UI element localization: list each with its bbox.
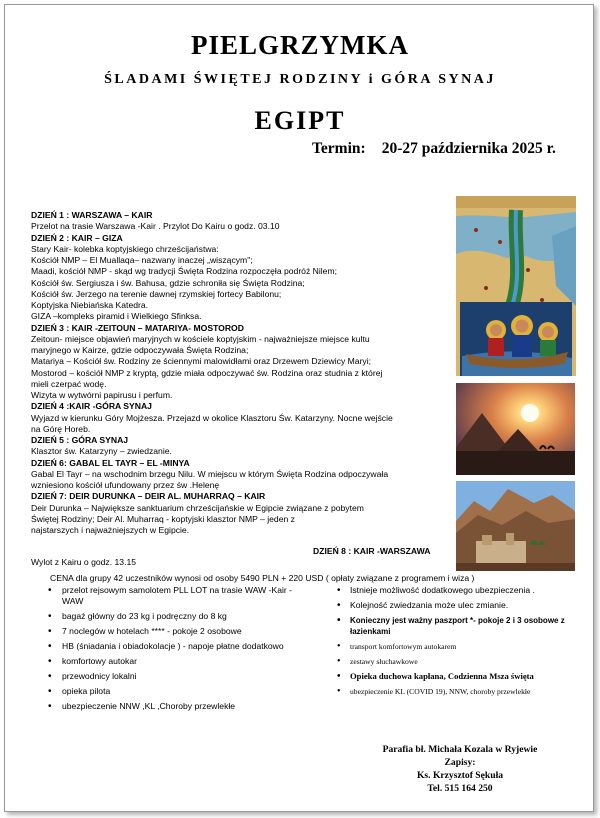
itinerary-line: Kościół NMP – El Muallaqa– nazwany inaczej „wiszącym"; — [31, 255, 253, 265]
included-list — [46, 585, 296, 716]
itinerary-line: Świętej Rodziny; Deir Al. Muharraq - koptyjski klasztor NMP – jeden z — [31, 513, 295, 524]
day-heading: DZIEŃ 3 : KAIR -ZEITOUN – MATARIYA- MOSTOROD — [31, 322, 244, 333]
notes-list — [336, 585, 576, 701]
day-heading: DZIEŃ 2 : KAIR – GIZA — [31, 232, 123, 243]
day-heading: DZIEŃ 7: DEIR DURUNKA – DEIR AL. MUHARRAQ – KAIR — [31, 491, 266, 502]
included-item: • przelot rejsowym samolotem PLL LOT na trasie WAW -Kair -WAW — [46, 585, 296, 608]
included-item: • bagaż główny do 23 kg i podręczny do 8 kg — [46, 611, 296, 622]
note-item: • zestawy słuchawkowe — [336, 656, 576, 667]
contact-block — [340, 743, 580, 795]
itinerary-line: Gabal El Tayr – na wschodnim brzegu Nilu. W miejscu w którym Święta Rodzina odpoczywała — [31, 468, 389, 479]
itinerary-line: Wizyta w wytwórni papirusu i perfum. — [31, 390, 173, 400]
included-item: • HB (śniadania i obiadokolacje ) - napoje płatne dodatkowo — [46, 641, 296, 652]
itinerary-line: Mostorod – kościół NMP z kryptą, gdzie miała odpoczywać św. Rodzina oraz studnia z której — [31, 367, 383, 378]
itinerary-line: Kościół św. Sergiusza i św. Bahusa, gdzie schroniła się Święta Rodzina; — [31, 277, 305, 288]
day8-heading: DZIEŃ 8 : KAIR -WARSZAWA — [313, 546, 431, 556]
day-heading: DZIEŃ 5 : GÓRA SYNAJ — [31, 435, 129, 445]
itinerary-line: Koptyjska Niebiańska Katedra. — [31, 300, 149, 310]
included-item: • opieka pilota — [46, 686, 296, 697]
itinerary-line: na Górę Horeb. — [31, 423, 91, 434]
trip-dates-label: Termin: — [312, 140, 366, 157]
page-title: PIELGRZYMKA — [190, 30, 409, 60]
note-item: • Opieka duchowa kapłana, Codzienna Msza święta — [336, 671, 576, 682]
day-heading: DZIEŃ 4 :KAIR -GÓRA SYNAJ — [31, 401, 152, 412]
note-item: • ubezpieczenie KL (COVID 19), NNW, choroby przewlekłe — [336, 686, 576, 697]
parish-name: Parafia bł. Michała Kozala w Ryjewie — [382, 744, 538, 755]
departure-line: Wylot z Kairu o godz. 13.15 — [31, 557, 137, 567]
itinerary-line: Przelot na trasie Warszawa -Kair . Przylot Do Kairu o godz. 03.10 — [31, 221, 280, 232]
day-heading: DZIEŃ 6: GABAL EL TAYR – EL -MINYA — [31, 457, 190, 468]
pyramids-sunset-photo — [456, 383, 575, 475]
itinerary-line: mieli czerpać wodę. — [31, 378, 107, 389]
itinerary-line: Klasztor św. Katarzyny – zwiedzanie. — [31, 446, 172, 457]
itinerary-line: Deir Durunka – Największe sanktuarium chrześcijańskie w Egipcie związane z pobytem — [31, 502, 364, 513]
itinerary-line: GIZA –kompleks piramid i Wielkiego Sfinksa. — [31, 311, 202, 322]
itinerary-line: Kościół św. Jerzego na terenie dawnej rzymskiej fortecy Babilonu; — [31, 288, 282, 299]
itinerary-line: wzniesiono kościół ufundowany przez św .Helenę — [31, 480, 220, 490]
itinerary-line: Wyjazd w kierunku Góry Mojżesza. Przejazd w okolice Klasztoru Św. Katarzyny. Nocne wejście — [31, 412, 393, 423]
page-subtitle: ŚLADAMI ŚWIĘTEJ RODZINY i GÓRA SYNAJ — [104, 72, 496, 87]
mount-sinai-monastery-photo — [456, 481, 575, 571]
included-item: • przewodnicy lokalni — [46, 671, 296, 682]
note-item: • transport komfortowym autokarem — [336, 641, 576, 652]
egypt-map-holy-family-photo — [456, 196, 576, 376]
itinerary-line: najstarszych i najważniejszych w Egipcie. — [31, 525, 190, 535]
included-item: • komfortowy autokar — [46, 656, 296, 667]
trip-dates — [312, 140, 556, 158]
included-item: • ubezpieczenie NNW ,KL ,Choroby przewlekłe — [46, 701, 296, 712]
contact-phone: Tel. 515 164 250 — [427, 783, 493, 794]
country-title: EGIPT — [254, 106, 346, 135]
note-item: • Konieczny jest ważny paszport *- pokoje 2 i 3 osobowe z łazienkami — [336, 615, 576, 638]
day-heading: DZIEŃ 1 : WARSZAWA – KAIR — [31, 210, 153, 220]
note-item: • Kolejność zwiedzania może ulec zmianie. — [336, 600, 576, 611]
priest-name: Ks. Krzysztof Sękuła — [416, 770, 504, 781]
price-info: CENA dla grupy 42 uczestników wynosi od osoby 5490 PLN + 220 USD ( opłaty związane z programem i wiza ) — [50, 573, 475, 583]
itinerary-line: maryjnego w Kairze, gdzie odpoczywała Święta Rodzina; — [31, 345, 249, 355]
signup-label: Zapisy: — [444, 757, 476, 768]
itinerary — [31, 210, 456, 536]
trip-dates-value: 20-27 października 2025 r. — [381, 140, 556, 157]
included-item: • 7 noclegów w hotelach **** - pokoje 2 osobowe — [46, 626, 296, 637]
itinerary-line: Stary Kair- kolebka koptyjskiego chrześcijaństwa: — [31, 243, 219, 254]
itinerary-line: Matariya – Kościół św. Rodziny ze ściennymi malowidłami oraz Drzewem Dziewicy Maryi; — [31, 356, 372, 367]
itinerary-line: Maadi, kościół NMP - skąd wg tradycji Święta Rodzina rozpoczęła podróż Nilem; — [31, 266, 337, 277]
itinerary-line: Zeitoun- miejsce objawień maryjnych w kościele koptyjskim - najważniejsze miejsce kultu — [31, 333, 370, 344]
itinerary-final — [31, 546, 441, 568]
note-item: • Istnieje możliwość dodatkowego ubezpieczenia . — [336, 585, 576, 596]
